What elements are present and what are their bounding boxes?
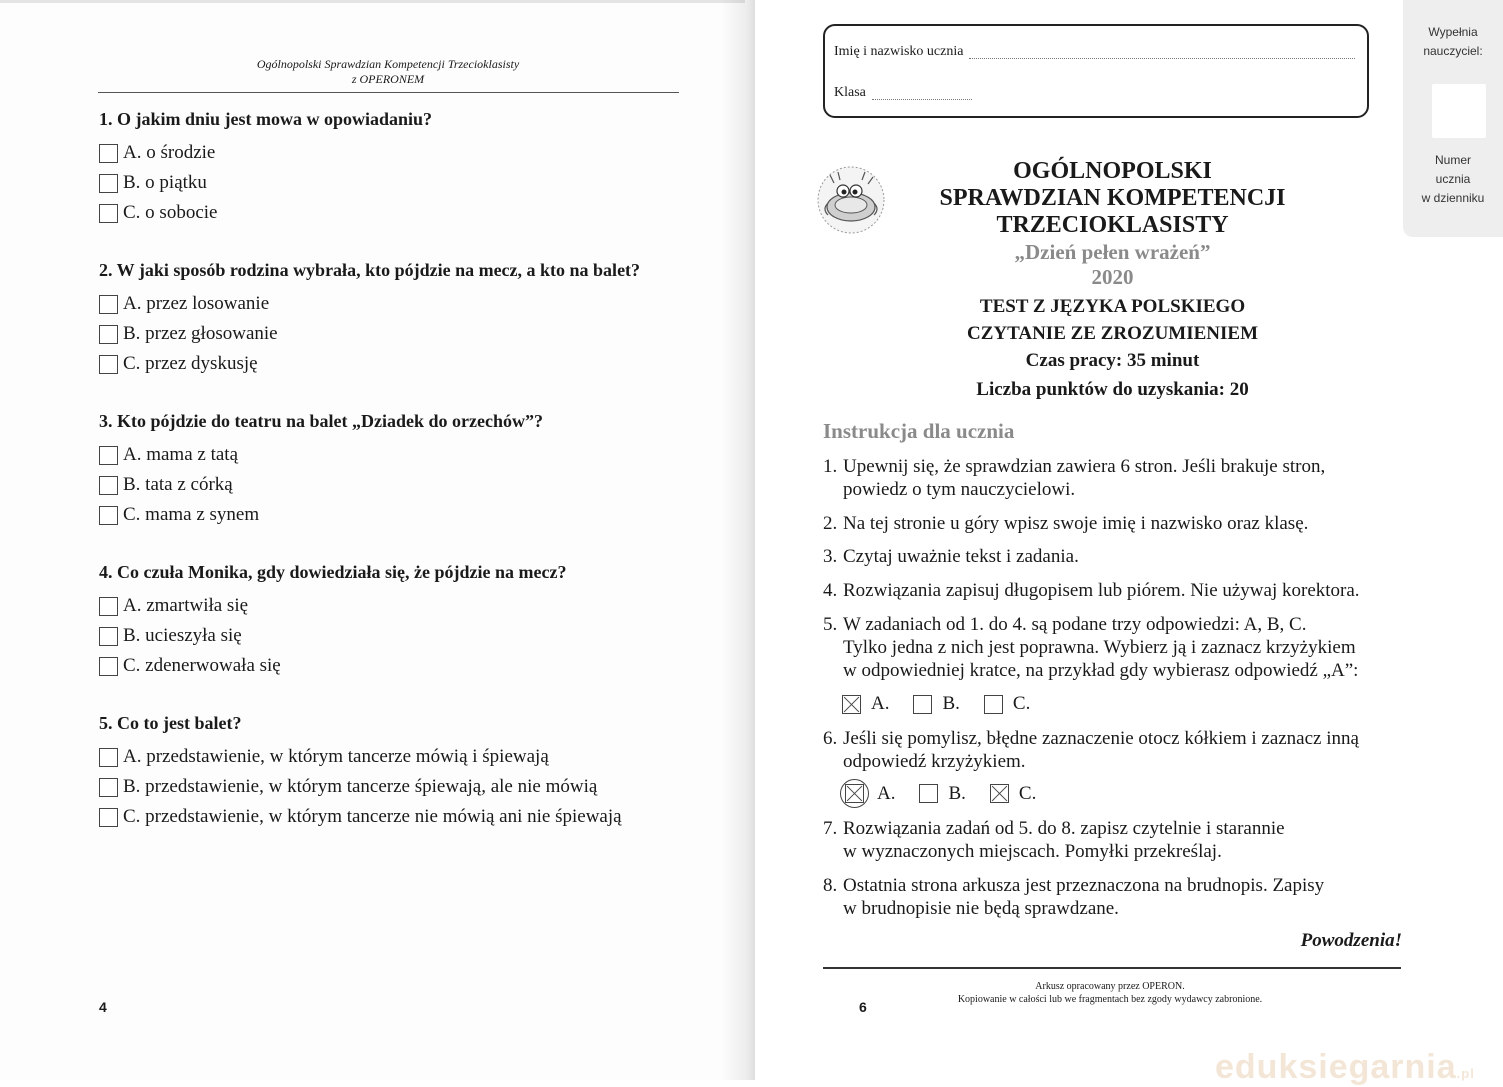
- option-label: A. o środzie: [123, 142, 216, 163]
- question-title: 2. W jaki sposób rodzina wybrała, kto pójdzie na mecz, a kto na balet?: [99, 260, 641, 280]
- instruction-2: 2. Na tej stronie u góry wpisz swoje imię i nazwisko oraz klasę.: [823, 513, 1309, 534]
- running-header-sub: z OPERONEM: [351, 72, 425, 86]
- answer-option[interactable]: [99, 138, 719, 168]
- answer-option[interactable]: [99, 802, 719, 832]
- checkbox: [919, 784, 938, 803]
- checkbox[interactable]: [99, 506, 118, 525]
- footer-rule: [823, 967, 1401, 969]
- checkbox[interactable]: [99, 778, 118, 797]
- checkbox[interactable]: [99, 446, 118, 465]
- question-3: [99, 410, 719, 530]
- page-number-right: 6: [859, 999, 867, 1015]
- question-2: [99, 259, 719, 379]
- answer-option[interactable]: [99, 651, 719, 681]
- name-field[interactable]: [834, 44, 1355, 60]
- answer-option[interactable]: [99, 591, 719, 621]
- answer-option[interactable]: [99, 168, 719, 198]
- option-label: A. zmartwiła się: [123, 595, 249, 616]
- answer-option[interactable]: [99, 289, 719, 319]
- good-luck-text: Powodzenia!: [1300, 930, 1402, 951]
- class-label: Klasa: [834, 85, 866, 100]
- checkbox: [984, 695, 1003, 714]
- answer-option[interactable]: [99, 621, 719, 651]
- answer-option[interactable]: [99, 742, 719, 772]
- option-label: A. przedstawienie, w którym tancerze mówią i śpiewają: [123, 746, 549, 767]
- crossed-checkbox: [990, 784, 1009, 803]
- footer-publisher: Arkusz opracowany przez OPERON.: [1035, 981, 1185, 992]
- checkbox: [913, 695, 932, 714]
- answer-option[interactable]: [99, 349, 719, 379]
- title-line-3: TRZECIOKLASISTY: [996, 212, 1229, 238]
- option-label: C. przedstawienie, w którym tancerze nie mówią ani nie śpiewają: [123, 806, 622, 827]
- teacher-fill-label: Wypełnia: [1428, 25, 1478, 39]
- work-time: Czas pracy: 35 minut: [1025, 350, 1200, 371]
- footer-copyright: Kopiowanie w całości lub we fragmentach bez zgody wydawcy zabronione.: [957, 994, 1263, 1005]
- checkbox[interactable]: [99, 174, 118, 193]
- option-label: A. mama z tatą: [123, 444, 239, 465]
- student-number-box[interactable]: [1432, 84, 1486, 138]
- question-title: 4. Co czuła Monika, gdy dowiedziała się, że pójdzie na mecz?: [99, 562, 567, 582]
- page-number-left: 4: [99, 999, 107, 1015]
- running-header: Ogólnopolski Sprawdzian Kompetencji Trzecioklasisty: [256, 57, 520, 71]
- checkbox[interactable]: [99, 204, 118, 223]
- name-line[interactable]: [969, 44, 1355, 59]
- checkbox[interactable]: [99, 325, 118, 344]
- title-line-2: SPRAWDZIAN KOMPETENCJI: [939, 185, 1286, 211]
- crossed-checkbox: [842, 695, 861, 714]
- answer-option[interactable]: [99, 500, 719, 530]
- option-label: C. przez dyskusję: [123, 353, 258, 374]
- checkbox[interactable]: [99, 808, 118, 827]
- checkbox[interactable]: [99, 355, 118, 374]
- checkbox[interactable]: [99, 657, 118, 676]
- checkbox[interactable]: [99, 144, 118, 163]
- watermark: eduksiegarnia.pl: [1215, 1048, 1475, 1086]
- option-label: C. zdenerwowała się: [123, 655, 281, 676]
- student-number-label: Numer: [1434, 153, 1471, 167]
- option-label: C. o sobocie: [123, 202, 218, 223]
- test-type: CZYTANIE ZE ZROZUMIENIEM: [966, 323, 1259, 344]
- header-rule: [98, 92, 679, 93]
- teacher-fill-label-2: nauczyciel:: [1423, 44, 1483, 58]
- title-line-1: OGÓLNOPOLSKI: [1013, 158, 1212, 184]
- instruction-3: 3. Czytaj uważnie tekst i zadania.: [823, 546, 1079, 567]
- answer-option[interactable]: [99, 772, 719, 802]
- checkbox[interactable]: [99, 476, 118, 495]
- question-5: [99, 712, 719, 832]
- teacher-tab: [1403, 0, 1503, 237]
- option-label: B. tata z córką: [123, 474, 233, 495]
- max-points: Liczba punktów do uzyskania: 20: [976, 379, 1249, 400]
- checkbox[interactable]: [99, 748, 118, 767]
- option-label: A. przez losowanie: [123, 293, 270, 314]
- answer-option[interactable]: [99, 470, 719, 500]
- checkbox[interactable]: [99, 597, 118, 616]
- example-correction-marking: A. B. C.: [846, 779, 1060, 808]
- question-4: [99, 561, 719, 681]
- option-label: B. ucieszyła się: [123, 625, 242, 646]
- option-label: B. o piątku: [123, 172, 207, 193]
- class-field[interactable]: [834, 85, 972, 101]
- student-number-label-3: w dzienniku: [1421, 191, 1485, 205]
- student-info-box: [823, 24, 1369, 118]
- test-name: TEST Z JĘZYKA POLSKIEGO: [979, 296, 1246, 317]
- question-title: 3. Kto pójdzie do teatru na balet „Dziadek do orzechów”?: [99, 411, 543, 431]
- question-1: [99, 108, 719, 228]
- example-correct-marking: A. B. C.: [842, 693, 1054, 715]
- student-number-label-2: ucznia: [1435, 172, 1471, 186]
- instruction-4: 4. Rozwiązania zapisuj długopisem lub piórem. Nie używaj korektora.: [823, 580, 1360, 601]
- circled-checkbox: [840, 779, 869, 808]
- test-year: 2020: [1091, 265, 1134, 289]
- instruction-8: 8. Ostatnia strona arkusza jest przeznaczona na brudnopis. Zapisy w brudnopisie nie będą sprawdzane.: [823, 875, 1325, 919]
- instruction-1: 1. Upewnij się, że sprawdzian zawiera 6 stron. Jeśli brakuje stron, powiedz o tym nauczycielowi.: [823, 456, 1326, 500]
- instruction-5: 5. W zadaniach od 1. do 4. są podane trzy odpowiedzi: A, B, C. Tylko jedna z nich jest poprawna. Wybierz ją i zaznacz krzyżykiem w odpowiedniej kratce, na przykład gdy wybierasz odpowiedź „A”:: [823, 614, 1359, 681]
- answer-option[interactable]: [99, 440, 719, 470]
- option-label: B. przez głosowanie: [123, 323, 278, 344]
- checkbox[interactable]: [99, 627, 118, 646]
- test-subtitle: „Dzień pełen wrażeń”: [1014, 240, 1211, 264]
- question-title: 1. O jakim dniu jest mowa w opowiadaniu?: [99, 109, 433, 129]
- instruction-6: 6. Jeśli się pomylisz, błędne zaznaczenie otocz kółkiem i zaznacz inną odpowiedź krzyżykiem.: [823, 728, 1359, 772]
- answer-option[interactable]: [99, 198, 719, 228]
- operon-mascot-logo: [816, 165, 886, 235]
- answer-option[interactable]: [99, 319, 719, 349]
- option-label: B. przedstawienie, w którym tancerze śpiewają, ale nie mówią: [123, 776, 598, 797]
- name-label: Imię i nazwisko ucznia: [834, 44, 964, 59]
- instructions-heading: Instrukcja dla ucznia: [823, 419, 1015, 443]
- instruction-7: 7. Rozwiązania zadań od 5. do 8. zapisz czytelnie i starannie w wyznaczonych miejscach. Pomyłki przekreślaj.: [823, 818, 1285, 862]
- class-line[interactable]: [872, 85, 972, 100]
- question-title: 5. Co to jest balet?: [99, 713, 242, 733]
- option-label: C. mama z synem: [123, 504, 260, 525]
- checkbox[interactable]: [99, 295, 118, 314]
